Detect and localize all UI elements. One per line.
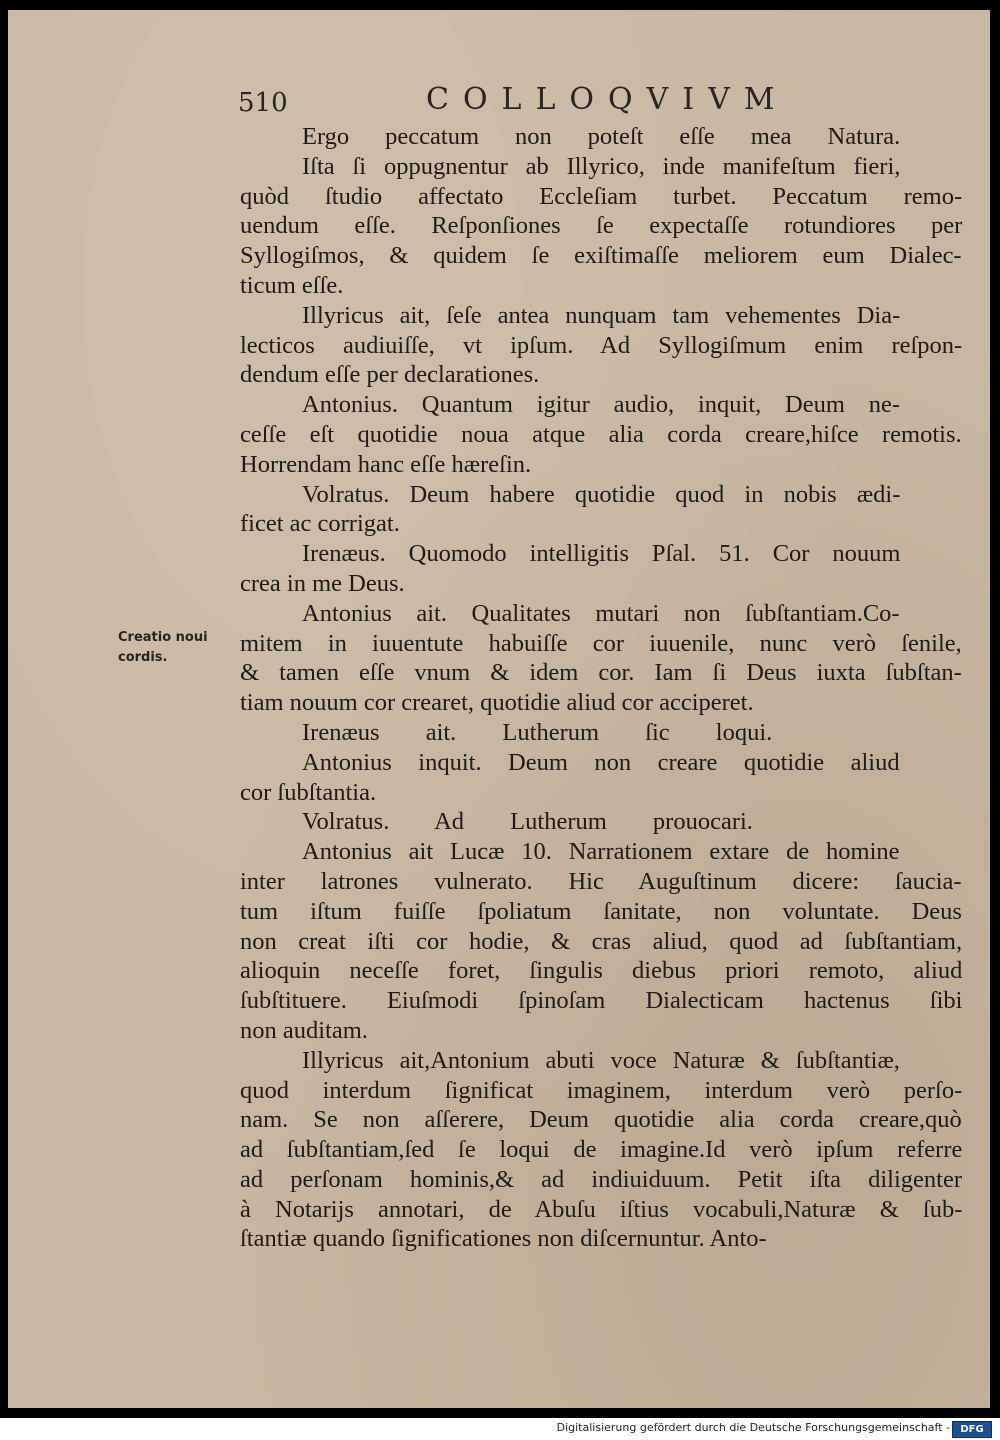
text-line: Antonius ait. Qualitates mutari non ſubſtantiam.Co- [302,599,900,627]
text-line: inter latrones vulnerato. Hic Auguſtinum dicere: ſaucia- [240,867,962,895]
text-line: Illyricus ait, ſeſe antea nunquam tam vehementes Dia- [302,301,901,329]
text-line: Volratus. Ad Lutherum prouocari. [302,808,753,836]
margin-note [118,628,238,668]
text-line: à Notarijs annotari, de Abuſu iſtius vocabuli,Naturæ & ſub- [240,1195,963,1223]
running-head: COLLOQVIVM [426,82,789,117]
text-line: quòd ſtudio affectato Eccleſiam turbet. Peccatum remo- [240,182,963,210]
text-line: ticum eſſe. [240,271,344,299]
text-line: quod interdum ſignificat imaginem, interdum verò perſo- [240,1076,963,1104]
text-line: Illyricus ait,Antonium abuti voce Naturæ & ſubſtantiæ, [302,1046,900,1074]
body-text [240,122,962,1254]
book-page [8,10,990,1408]
text-line: Syllogiſmos, & quidem ſe exiſtimaſſe meliorem eum Dialec- [240,242,962,270]
text-line: alioquin neceſſe foret, ſingulis diebus priori remoto, aliud [240,957,963,985]
text-line: non creat iſti cor hodie, & cras aliud, quod ad ſubſtantiam, [240,927,963,955]
text-line: Irenæus. Quomodo intelligitis Pſal. 51. Cor nouum [302,540,901,568]
text-line: tiam nouum cor crearet, quotidie aliud cor acciperet. [240,689,754,717]
margin-note-line: cordis. [118,650,168,665]
text-line: crea in me Deus. [240,569,405,597]
text-line: Antonius. Quantum igitur audio, inquit, Deum ne- [302,391,900,419]
text-line: mitem in iuuentute habuiſſe cor iuuenile, nunc verò ſenile, [240,629,962,657]
footer-bar [0,1418,1000,1440]
text-line: dendum eſſe per declarationes. [240,361,540,389]
text-line: & tamen eſſe vnum & idem cor. Iam ſi Deus iuxta ſubſtan- [240,659,962,687]
text-line: nam. Se non aſſerere, Deum quotidie alia corda creare,quò [240,1106,962,1134]
text-line: ad perſonam hominis,& ad indiuiduum. Petit iſta diligenter [240,1165,962,1193]
text-line: lecticos audiuiſſe, vt ipſum. Ad Syllogiſmum enim reſpon- [240,331,963,359]
text-line: Antonius ait Lucæ 10. Narrationem extare de homine [302,838,900,866]
text-line: ſubſtituere. Eiuſmodi ſpinoſam Dialecticam hactenus ſibi [240,987,963,1015]
page-number: 510 [238,88,288,118]
funding-notice: Digitalisierung gefördert durch die Deutsche Forschungsgemeinschaft - [556,1421,950,1434]
text-line: ficet ac corrigat. [240,510,400,538]
text-line: uendum eſſe. Reſponſiones ſe expectaſſe rotundiores per [240,212,963,240]
text-line: Horrendam hanc eſſe hæreſin. [240,450,532,478]
text-line: Ergo peccatum non poteſt eſſe mea Natura. [302,123,901,150]
text-line: ſtantiæ quando ſignificationes non diſcernuntur. Anto- [240,1225,767,1253]
text-line: Antonius inquit. Deum non creare quotidie aliud [302,748,900,776]
text-line: Volratus. Deum habere quotidie quod in nobis ædi- [302,480,901,508]
text-line: non auditam. [240,1016,368,1044]
text-line: Irenæus ait. Lutherum ſic loqui. [302,718,773,746]
margin-note-line: Creatio noui [118,630,208,645]
text-line: ceſſe eſt quotidie noua atque alia corda creare,hiſce remotis. [240,420,962,448]
text-line: Iſta ſi oppugnentur ab Illyrico, inde manifeſtum fieri, [302,152,901,180]
text-line: tum iſtum fuiſſe ſpoliatum ſanitate, non voluntate. Deus [240,897,962,925]
text-line: cor ſubſtantia. [240,778,377,806]
text-line: ad ſubſtantiam,ſed ſe loqui de imagine.Id verò ipſum referre [240,1136,963,1164]
dfg-logo: DFG [952,1421,992,1438]
